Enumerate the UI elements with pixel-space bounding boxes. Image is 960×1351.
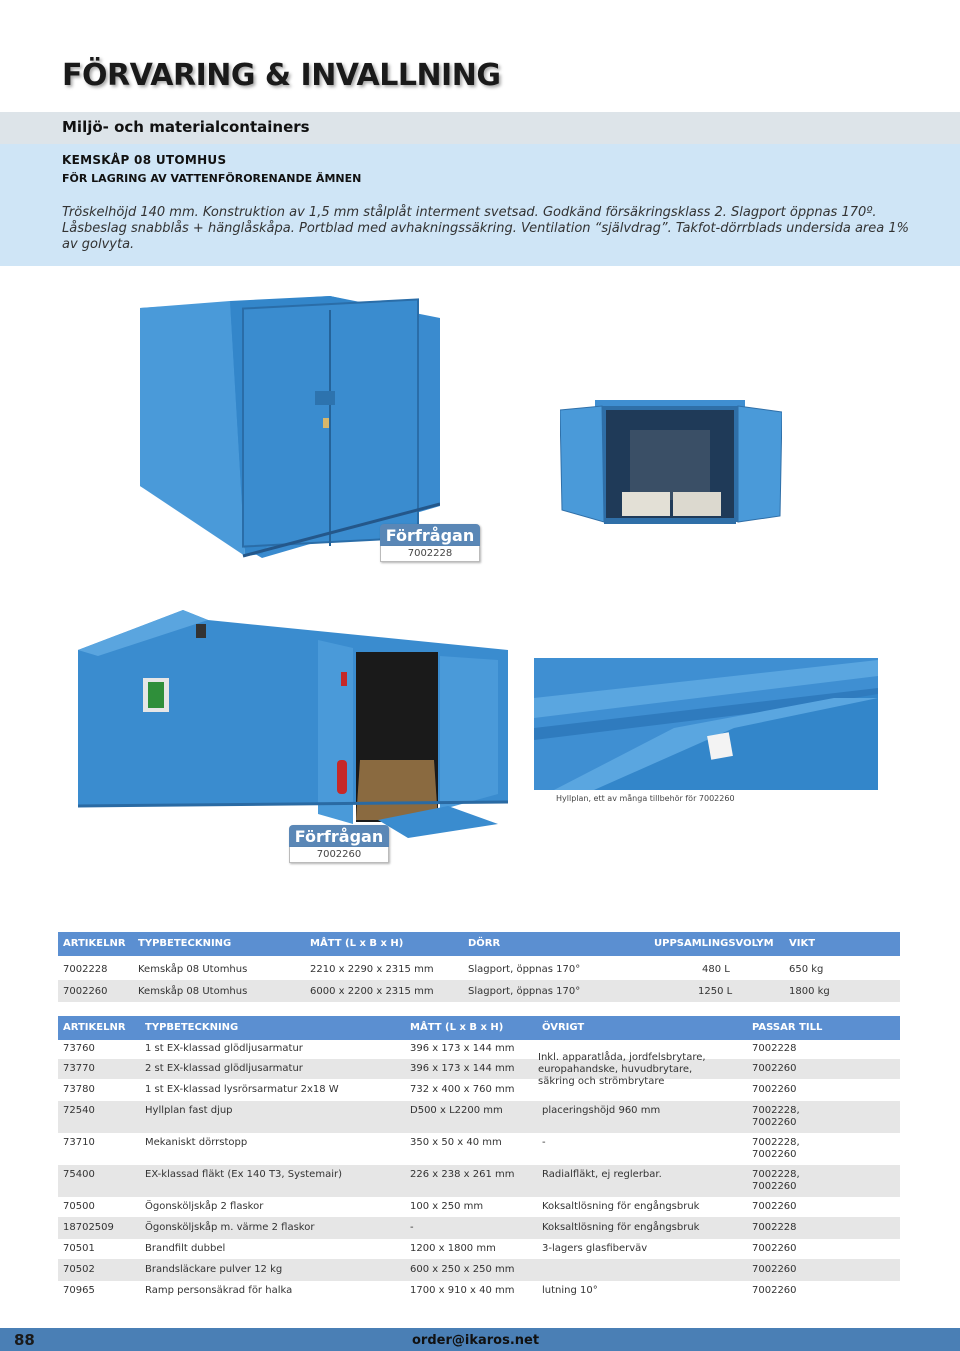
cell-volym: 480 L xyxy=(702,964,730,975)
cell-matt: 396 x 173 x 144 mm xyxy=(410,1063,515,1074)
cell-ovrigt: Radialfläkt, ej reglerbar. xyxy=(542,1169,662,1180)
col-header: ARTIKELNR xyxy=(63,938,126,949)
cell-artikelnr: 70500 xyxy=(63,1201,95,1212)
cell-artikelnr: 73780 xyxy=(63,1084,95,1095)
cell-passar: 7002228, 7002260 xyxy=(752,1137,800,1160)
price-badge-7002228 xyxy=(380,524,480,562)
cell-matt: 6000 x 2200 x 2315 mm xyxy=(310,986,434,997)
cell-typ: Kemskåp 08 Utomhus xyxy=(138,986,248,997)
cell-matt: 100 x 250 mm xyxy=(410,1201,484,1212)
page-title: FÖRVARING & INVALLNING xyxy=(62,58,501,93)
table-row xyxy=(58,1197,900,1217)
cell-volym: 1250 L xyxy=(698,986,733,997)
cell-ovrigt: placeringshöjd 960 mm xyxy=(542,1105,661,1116)
section-title: KEMSKÅP 08 UTOMHUS xyxy=(62,153,227,167)
cell-dorr: Slagport, öppnas 170° xyxy=(468,986,581,997)
cell-passar: 7002260 xyxy=(752,1264,797,1275)
cell-typ: 2 st EX-klassad glödljusarmatur xyxy=(145,1063,303,1074)
cell-ovrigt: - xyxy=(542,1137,546,1148)
cell-passar: 7002228, 7002260 xyxy=(752,1105,800,1128)
cell-typ: Kemskåp 08 Utomhus xyxy=(138,964,248,975)
section-subtitle: FÖR LAGRING AV VATTENFÖRORENANDE ÄMNEN xyxy=(62,172,362,185)
page-number: 88 xyxy=(14,1331,35,1349)
cell-vikt: 1800 kg xyxy=(789,986,830,997)
cell-passar: 7002260 xyxy=(752,1201,797,1212)
cell-matt: 350 x 50 x 40 mm xyxy=(410,1137,502,1148)
cell-matt: 732 x 400 x 760 mm xyxy=(410,1084,515,1095)
cell-ovrigt: Koksaltlösning för engångsbruk xyxy=(542,1222,700,1233)
cell-passar: 7002260 xyxy=(752,1063,797,1074)
cell-typ: Brandfilt dubbel xyxy=(145,1243,226,1254)
cell-passar: 7002228 xyxy=(752,1043,797,1054)
cell-matt: 600 x 250 x 250 mm xyxy=(410,1264,515,1275)
table1-header xyxy=(58,932,900,956)
table-row xyxy=(58,1281,900,1301)
cell-ovrigt: Koksaltlösning för engångsbruk xyxy=(542,1201,700,1212)
cell-passar: 7002260 xyxy=(752,1285,797,1296)
merged-note: Inkl. apparatlåda, jordfelsbrytare, europahandske, huvudbrytare, säkring och strömbrytare xyxy=(538,1052,706,1087)
table-row xyxy=(58,1059,900,1079)
cell-ovrigt: lutning 10° xyxy=(542,1285,598,1296)
cell-artikelnr: 70502 xyxy=(63,1264,95,1275)
cell-artikelnr: 73710 xyxy=(63,1137,95,1148)
cell-typ: Ögonsköljskåp 2 flaskor xyxy=(145,1201,264,1212)
cell-artikelnr: 73760 xyxy=(63,1043,95,1054)
cell-artikelnr: 73770 xyxy=(63,1063,95,1074)
container-open-photo xyxy=(560,400,782,536)
cell-artikelnr: 75400 xyxy=(63,1169,95,1180)
cell-typ: Ögonsköljskåp m. värme 2 flaskor xyxy=(145,1222,315,1233)
cell-vikt: 650 kg xyxy=(789,964,824,975)
col-header: ARTIKELNR xyxy=(63,1022,126,1033)
table-row xyxy=(58,1101,900,1133)
cell-matt: 1700 x 910 x 40 mm xyxy=(410,1285,515,1296)
cell-passar: 7002260 xyxy=(752,1243,797,1254)
badge-label: Förfrågan xyxy=(380,524,480,546)
price-badge-7002260 xyxy=(289,825,389,863)
col-header: MÅTT (L x B x H) xyxy=(310,938,404,949)
col-header: VIKT xyxy=(789,938,816,949)
cell-passar: 7002228 xyxy=(752,1222,797,1233)
cell-passar: 7002228, 7002260 xyxy=(752,1169,800,1192)
cell-artikelnr: 70965 xyxy=(63,1285,95,1296)
cell-typ: EX-klassad fläkt (Ex 140 T3, Systemair) xyxy=(145,1169,342,1180)
cell-matt: - xyxy=(410,1222,414,1233)
col-header: UPPSAMLINGSVOLYM xyxy=(654,938,774,949)
cell-matt: 226 x 238 x 261 mm xyxy=(410,1169,515,1180)
table-row xyxy=(58,1239,900,1259)
cell-typ: Mekaniskt dörrstopp xyxy=(145,1137,248,1148)
cell-ovrigt: 3-lagers glasfiberväv xyxy=(542,1243,648,1254)
table2-header xyxy=(58,1016,900,1040)
table-row xyxy=(58,1165,900,1197)
cell-artikelnr: 18702509 xyxy=(63,1222,114,1233)
footer-email-link[interactable]: order@ikaros.net xyxy=(412,1333,540,1348)
col-header: TYPBETECKNING xyxy=(138,938,232,949)
table-row xyxy=(58,1133,900,1165)
badge-code: 7002228 xyxy=(380,546,480,562)
large-container-photo xyxy=(78,610,508,840)
col-header: ÖVRIGT xyxy=(542,1022,585,1033)
shelf-accessory-photo xyxy=(534,658,878,790)
table-row xyxy=(58,1217,900,1239)
cell-typ: Brandsläckare pulver 12 kg xyxy=(145,1264,283,1275)
col-header: MÅTT (L x B x H) xyxy=(410,1022,504,1033)
col-header: DÖRR xyxy=(468,938,501,949)
cell-dorr: Slagport, öppnas 170° xyxy=(468,964,581,975)
cell-typ: 1 st EX-klassad lysrörsarmatur 2x18 W xyxy=(145,1084,339,1095)
product-description: Tröskelhöjd 140 mm. Konstruktion av 1,5 mm stålplåt interment svetsad. Godkänd försäkringsklass 2. Slagport öppnas 170º. Låsbeslag snabblås + hänglåskåpa. Portblad med avhakningssäkring. Ventilation “självdrag”. Takfot-dörrblads undersida area 1% av golvyta. xyxy=(62,205,909,252)
cell-matt: D500 x L2200 mm xyxy=(410,1105,503,1116)
badge-code: 7002260 xyxy=(289,847,389,863)
container-closed-photo xyxy=(140,296,440,558)
cell-typ: Ramp personsäkrad för halka xyxy=(145,1285,293,1296)
cell-artikelnr: 7002228 xyxy=(63,964,108,975)
table-row xyxy=(58,1041,900,1059)
page-subtitle: Miljö- och materialcontainers xyxy=(62,118,310,136)
table-row xyxy=(58,1259,900,1281)
cell-matt: 396 x 173 x 144 mm xyxy=(410,1043,515,1054)
table-row xyxy=(58,958,900,980)
table-row xyxy=(58,1079,900,1101)
badge-label: Förfrågan xyxy=(289,825,389,847)
table-row xyxy=(58,980,900,1002)
shelf-caption: Hyllplan, ett av många tillbehör för 7002260 xyxy=(556,794,735,803)
cell-artikelnr: 7002260 xyxy=(63,986,108,997)
cell-artikelnr: 70501 xyxy=(63,1243,95,1254)
cell-typ: Hyllplan fast djup xyxy=(145,1105,233,1116)
cell-matt: 1200 x 1800 mm xyxy=(410,1243,496,1254)
cell-passar: 7002260 xyxy=(752,1084,797,1095)
col-header: TYPBETECKNING xyxy=(145,1022,239,1033)
cell-artikelnr: 72540 xyxy=(63,1105,95,1116)
col-header: PASSAR TILL xyxy=(752,1022,823,1033)
cell-matt: 2210 x 2290 x 2315 mm xyxy=(310,964,434,975)
cell-typ: 1 st EX-klassad glödljusarmatur xyxy=(145,1043,303,1054)
